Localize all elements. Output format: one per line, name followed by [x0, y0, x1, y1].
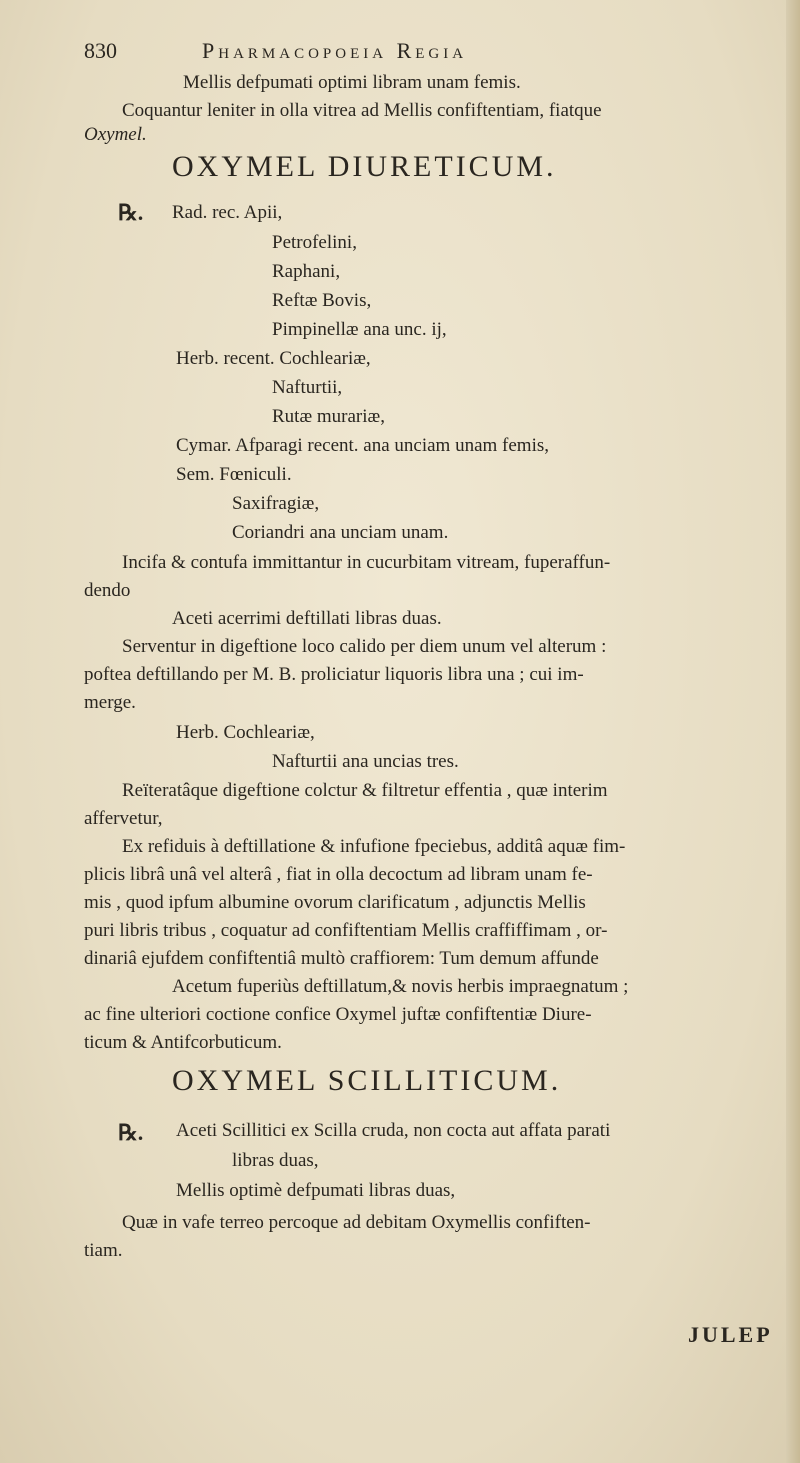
text-line: tiam. [84, 1240, 123, 1261]
text-line: Mellis optimè defpumati libras duas, [176, 1180, 456, 1201]
text-line: affervetur, [84, 808, 163, 829]
ingredient-line: Cymar. Afparagi recent. ana unciam unam femis, [176, 435, 550, 456]
text-line: libras duas, [232, 1150, 319, 1171]
running-title: Pharmacopoeia Regia [202, 38, 468, 63]
ingredient-line: Pimpinellæ ana unc. ij, [272, 319, 447, 340]
text-line: Nafturtii ana uncias tres. [272, 751, 459, 772]
text-line: Aceti acerrimi deftillati libras duas. [172, 608, 442, 629]
text-line: dinariâ ejufdem confiftentiâ multò craffiorem: Tum demum affunde [84, 948, 599, 969]
ingredient-line: Coriandri ana unciam unam. [232, 522, 449, 543]
text-line: ac fine ulteriori coctione confice Oxymel juftæ confiftentiæ Diure- [84, 1004, 592, 1025]
heading-oxymel-scilliticum: OXYMEL SCILLITICUM. [172, 1064, 562, 1097]
text-line [84, 124, 147, 146]
text-line: puri libris tribus , coquatur ad confiftentiam Mellis craffiffimam , or- [84, 920, 608, 941]
ingredient-line: Reftæ Bovis, [272, 290, 372, 311]
text-line: Coquantur leniter in olla vitrea ad Mellis confiftentiam, fiatque [122, 100, 602, 121]
recipe-sign: ℞. [118, 1120, 144, 1145]
heading-oxymel-diureticum: OXYMEL DIURETICUM. [172, 150, 557, 183]
recipe-sign: ℞. [118, 200, 144, 225]
text-line: dendo [84, 580, 131, 601]
text-line: mis , quod ipfum albumine ovorum clarificatum , adjunctis Mellis [84, 892, 586, 913]
ingredient-line: Saxifragiæ, [232, 493, 320, 514]
text-line: plicis librâ unâ vel alterâ , fiat in olla decoctum ad libram unam fe- [84, 864, 593, 885]
text-line: Mellis defpumati optimi libram unam femis. [183, 72, 521, 93]
text-line: Incifa & contufa immittantur in cucurbitam vitream, fuperaffun- [122, 552, 611, 573]
ingredient-line: Sem. Fœniculi. [176, 464, 292, 485]
page-number: 830 [84, 38, 117, 63]
ingredient-line: Herb. recent. Cochleariæ, [176, 348, 371, 369]
text-line: Acetum fuperiùs deftillatum,& novis herbis impraegnatum ; [172, 976, 629, 997]
text-line: Ex refiduis à deftillatione & infufione fpeciebus, additâ aquæ fim- [122, 836, 626, 857]
catchword: JULEP [688, 1322, 773, 1347]
ingredient-line: Rutæ murariæ, [272, 406, 385, 427]
ingredient-line: Nafturtii, [272, 377, 343, 398]
text-line: poftea deftillando per M. B. proliciatur liquoris libra una ; cui im- [84, 664, 584, 685]
text-line: ticum & Antifcorbuticum. [84, 1032, 282, 1053]
text-line: Aceti Scillitici ex Scilla cruda, non cocta aut affata parati [176, 1120, 611, 1141]
ingredient-line: Petrofelini, [272, 232, 357, 253]
text-line: Serventur in digeftione loco calido per diem unum vel alterum : [122, 636, 607, 657]
italic-word: Oxymel. [84, 124, 147, 145]
text-line: Reïteratâque digeftione colctur & filtretur effentia , quæ interim [122, 780, 608, 801]
ingredient-line: Raphani, [272, 261, 341, 282]
page-edge [786, 0, 800, 1463]
text-line: Quæ in vafe terreo percoque ad debitam Oxymellis confiften- [122, 1212, 591, 1233]
ingredient-line: Rad. rec. Apii, [172, 202, 283, 223]
text-line: merge. [84, 692, 136, 713]
text-line: Herb. Cochleariæ, [176, 722, 315, 743]
